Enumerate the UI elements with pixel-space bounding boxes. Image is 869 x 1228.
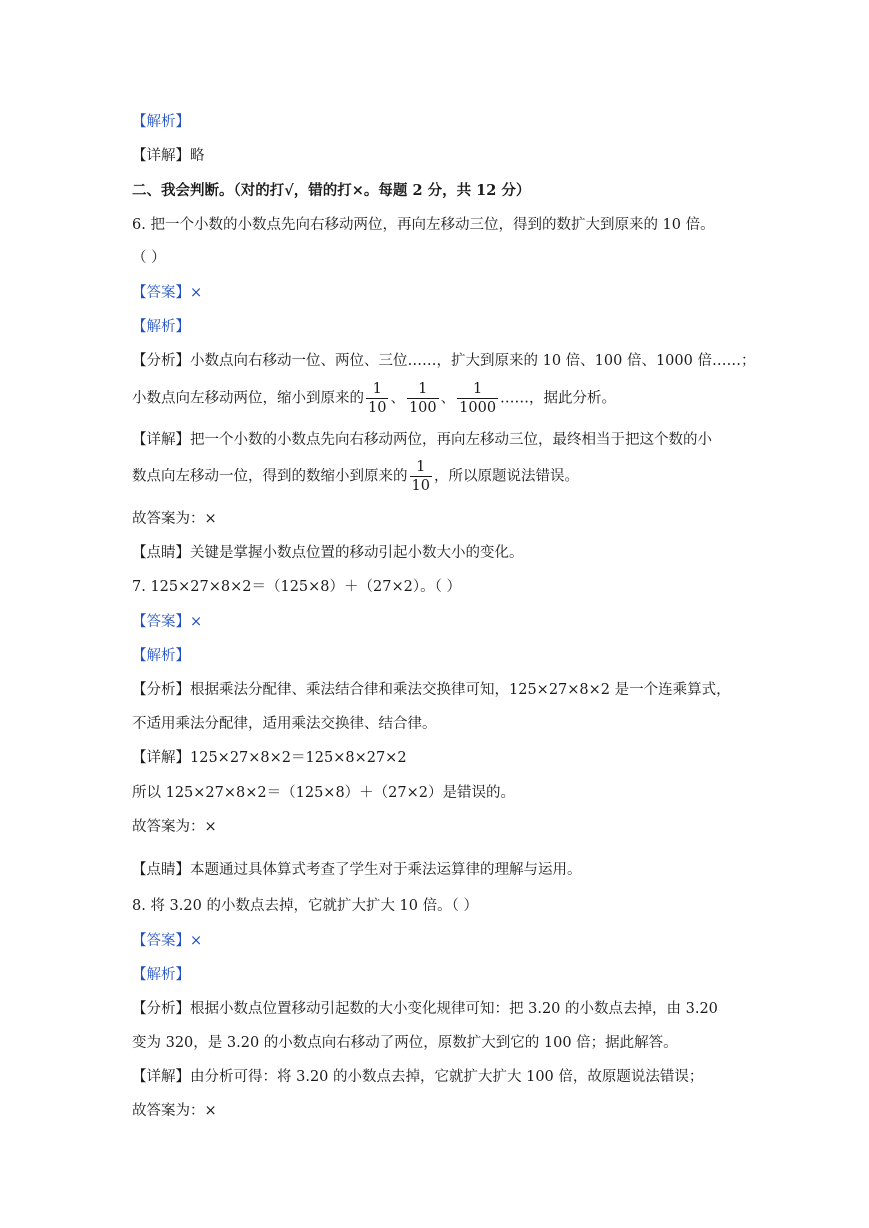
detail-text: 所以 125×27×8×2＝（125×8）＋（27×2）是错误的。 [132, 785, 516, 801]
analysis-tag: 【解析】 [132, 114, 190, 130]
fraction: $\frac{1}{10}$ [368, 381, 387, 416]
separator: 、 [390, 390, 405, 407]
conclusion-text: 故答案为：× [132, 511, 217, 527]
question-6: 6. 把一个小数的小数点先向右移动两位，再向左移动三位，得到的数扩大到原来的 10 倍。 [132, 217, 715, 233]
analysis-text: 【分析】根据乘法分配律、乘法结合律和乘法交换律可知，125×27×8×2 是一个连乘算式， [132, 682, 731, 698]
key-point-text: 【点睛】关键是掌握小数点位置的移动引起小数大小的变化。 [132, 545, 524, 561]
answer-tag: 【答案】× [132, 933, 203, 949]
analysis-text: 变为 320，是 3.20 的小数点向右移动了两位，原数扩大到它的 100 倍；据此解答。 [132, 1035, 678, 1051]
analysis-tag: 【解析】 [132, 967, 190, 983]
fraction: $\frac{1}{10}$ [411, 459, 430, 494]
detail-text-part: 数点向左移动一位，得到的数缩小到原来的 [132, 468, 408, 485]
question-7: 7. 125×27×8×2＝（125×8）＋（27×2）。（ ） [132, 579, 461, 595]
detail-text-part: ，所以原题说法错误。 [433, 468, 579, 485]
separator: 、 [440, 390, 456, 407]
analysis-tag: 【解析】 [132, 319, 190, 335]
detail-text-fraction [132, 458, 579, 495]
answer-tag: 【答案】× [132, 285, 203, 301]
analysis-tag: 【解析】 [132, 648, 190, 664]
answer-tag: 【答案】× [132, 614, 203, 630]
conclusion-text: 故答案为：× [132, 819, 217, 835]
analysis-text: 【分析】小数点向右移动一位、两位、三位……，扩大到原来的 10 倍、100 倍、1000 倍……； [132, 353, 756, 369]
detail-text: 【详解】由分析可得：将 3.20 的小数点去掉，它就扩大扩大 100 倍，故原题说法错误； [132, 1069, 704, 1085]
section-heading: 二、我会判断。（对的打√，错的打×。每题 2 分，共 12 分） [132, 182, 531, 199]
key-point-text: 【点睛】本题通过具体算式考查了学生对于乘法运算律的理解与运用。 [132, 862, 582, 878]
analysis-text-part: ……，据此分析。 [500, 390, 617, 407]
detail-text: 【详解】略 [132, 148, 205, 164]
analysis-text-fractions [132, 380, 616, 417]
fraction: $\frac{1}{1000}$ [459, 381, 497, 416]
analysis-text: 【分析】根据小数点位置移动引起数的大小变化规律可知：把 3.20 的小数点去掉，由 3.20 [132, 1001, 718, 1017]
conclusion-text: 故答案为：× [132, 1103, 217, 1119]
analysis-text: 不适用乘法分配律，适用乘法交换律、结合律。 [132, 716, 437, 732]
detail-text: 【详解】125×27×8×2＝125×8×27×2 [132, 750, 407, 766]
fraction: $\frac{1}{100}$ [408, 381, 437, 416]
question-6-blank: （ ） [132, 250, 166, 266]
detail-text: 【详解】把一个小数的小数点先向右移动两位，再向左移动三位，最终相当于把这个数的小 [132, 432, 712, 448]
question-8: 8. 将 3.20 的小数点去掉，它就扩大扩大 10 倍。（ ） [132, 898, 478, 914]
analysis-text-part: 小数点向左移动两位，缩小到原来的 [132, 390, 364, 407]
